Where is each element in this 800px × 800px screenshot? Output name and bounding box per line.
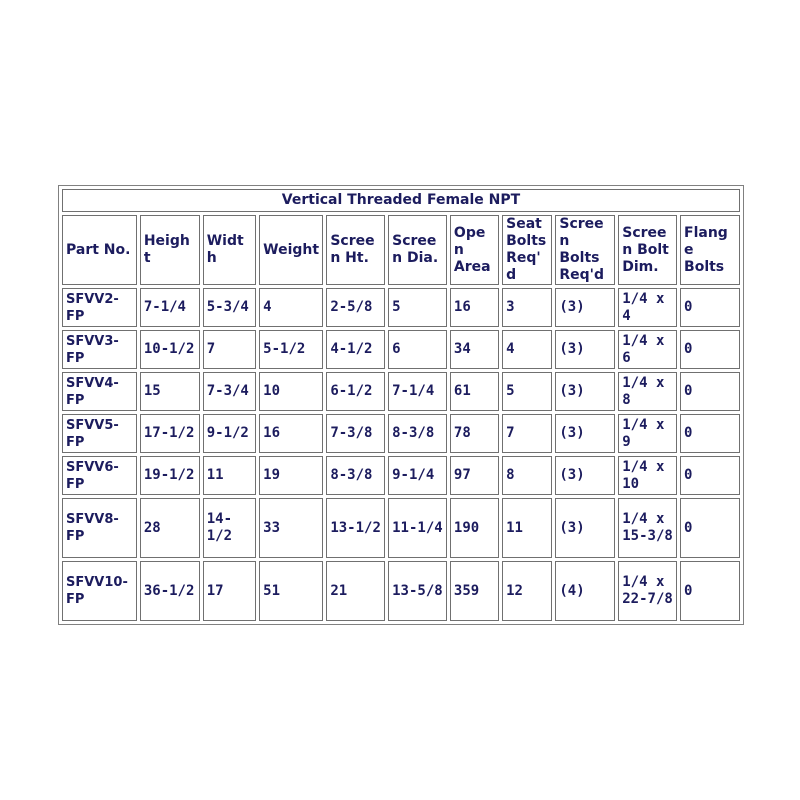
column-header: Flange Bolts	[680, 215, 740, 285]
table-cell: 3	[502, 288, 552, 327]
table-cell: 14-1/2	[203, 498, 256, 558]
table-cell: 16	[259, 414, 323, 453]
table-cell: 12	[502, 561, 552, 621]
column-header: Open Area	[450, 215, 499, 285]
table-cell: 15	[140, 372, 200, 411]
table-cell: 0	[680, 561, 740, 621]
table-cell: 9-1/4	[388, 456, 447, 495]
table-cell: 19	[259, 456, 323, 495]
table-cell: 9-1/2	[203, 414, 256, 453]
part-number-cell: SFVV4-FP	[62, 372, 137, 411]
column-header: Part No.	[62, 215, 137, 285]
table-title: Vertical Threaded Female NPT	[62, 189, 740, 212]
table-cell: 8-3/8	[388, 414, 447, 453]
table-cell: 16	[450, 288, 499, 327]
table-cell: 1/4 x 15-3/8	[618, 498, 677, 558]
part-number-cell: SFVV5-FP	[62, 414, 137, 453]
table-cell: 1/4 x 8	[618, 372, 677, 411]
table-cell: 4	[259, 288, 323, 327]
table-cell: 7	[203, 330, 256, 369]
table-cell: 0	[680, 456, 740, 495]
part-number-cell: SFVV10-FP	[62, 561, 137, 621]
table-cell: 36-1/2	[140, 561, 200, 621]
column-header: Weight	[259, 215, 323, 285]
table-cell: 6-1/2	[326, 372, 385, 411]
table-row	[62, 372, 740, 411]
table-cell: 13-1/2	[326, 498, 385, 558]
table-cell: 7	[502, 414, 552, 453]
table-cell: 1/4 x 22-7/8	[618, 561, 677, 621]
table-cell: 10-1/2	[140, 330, 200, 369]
column-header: Screen Bolts Req'd	[555, 215, 615, 285]
part-number-cell: SFVV6-FP	[62, 456, 137, 495]
table-cell: 61	[450, 372, 499, 411]
table-cell: 21	[326, 561, 385, 621]
table-cell: 5	[502, 372, 552, 411]
spec-table	[58, 185, 744, 625]
table-cell: (3)	[555, 330, 615, 369]
table-cell: 97	[450, 456, 499, 495]
table-cell: 1/4 x 4	[618, 288, 677, 327]
table-cell: 17-1/2	[140, 414, 200, 453]
table-cell: 0	[680, 372, 740, 411]
table-cell: 2-5/8	[326, 288, 385, 327]
table-row	[62, 330, 740, 369]
table-cell: 78	[450, 414, 499, 453]
table-cell: (3)	[555, 456, 615, 495]
table-cell: (3)	[555, 414, 615, 453]
part-number-cell: SFVV8-FP	[62, 498, 137, 558]
part-number-cell: SFVV3-FP	[62, 330, 137, 369]
table-cell: 7-1/4	[388, 372, 447, 411]
table-cell: 7-3/8	[326, 414, 385, 453]
table-cell: 11	[203, 456, 256, 495]
table-cell: 17	[203, 561, 256, 621]
column-header: Screen Ht.	[326, 215, 385, 285]
table-cell: (4)	[555, 561, 615, 621]
table-cell: 13-5/8	[388, 561, 447, 621]
table-cell: 5	[388, 288, 447, 327]
table-cell: 1/4 x 10	[618, 456, 677, 495]
table-cell: 5-3/4	[203, 288, 256, 327]
table-cell: 11-1/4	[388, 498, 447, 558]
table-cell: 8	[502, 456, 552, 495]
table-cell: 10	[259, 372, 323, 411]
table-cell: 34	[450, 330, 499, 369]
table-cell: 1/4 x 9	[618, 414, 677, 453]
table-cell: 33	[259, 498, 323, 558]
table-cell: 0	[680, 414, 740, 453]
column-header: Seat Bolts Req'd	[502, 215, 552, 285]
table-cell: 0	[680, 498, 740, 558]
table-cell: 5-1/2	[259, 330, 323, 369]
table-cell: 0	[680, 330, 740, 369]
part-number-cell: SFVV2-FP	[62, 288, 137, 327]
table-row	[62, 288, 740, 327]
column-header: Height	[140, 215, 200, 285]
table-cell: 6	[388, 330, 447, 369]
header-row	[62, 215, 740, 285]
table-cell: (3)	[555, 372, 615, 411]
table-body	[62, 288, 740, 621]
table-cell: 359	[450, 561, 499, 621]
table-row	[62, 414, 740, 453]
table-cell: 7-3/4	[203, 372, 256, 411]
table-cell: 28	[140, 498, 200, 558]
table-row	[62, 561, 740, 621]
table-row	[62, 498, 740, 558]
table-cell: 11	[502, 498, 552, 558]
table-cell: (3)	[555, 288, 615, 327]
table-cell: 4	[502, 330, 552, 369]
table-caption-row	[62, 189, 740, 212]
table-cell: 1/4 x 6	[618, 330, 677, 369]
table-cell: 4-1/2	[326, 330, 385, 369]
table-cell: 7-1/4	[140, 288, 200, 327]
table-cell: 19-1/2	[140, 456, 200, 495]
table-cell: (3)	[555, 498, 615, 558]
column-header: Width	[203, 215, 256, 285]
column-header: Screen Dia.	[388, 215, 447, 285]
table-cell: 8-3/8	[326, 456, 385, 495]
column-header: Screen Bolt Dim.	[618, 215, 677, 285]
table-cell: 0	[680, 288, 740, 327]
table-cell: 190	[450, 498, 499, 558]
table-cell: 51	[259, 561, 323, 621]
table-row	[62, 456, 740, 495]
